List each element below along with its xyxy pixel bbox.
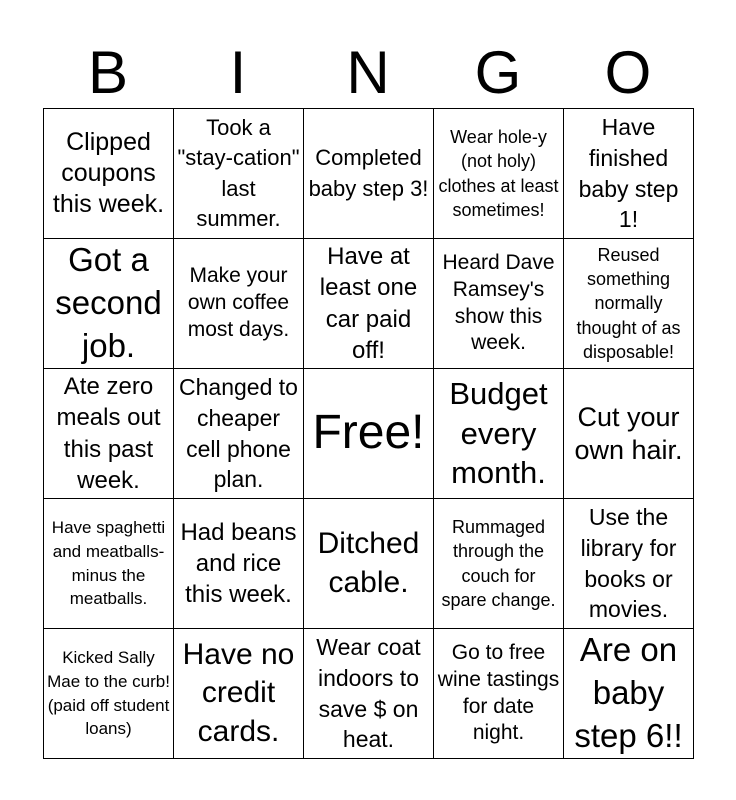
- bingo-cell[interactable]: [303, 628, 433, 758]
- bingo-cell[interactable]: [173, 628, 303, 758]
- bingo-cell[interactable]: [173, 498, 303, 628]
- free-space-text: Free!: [312, 406, 425, 460]
- cell-text: Wear hole-y (not holy) clothes at least sometimes!: [438, 126, 559, 220]
- bingo-cell[interactable]: [43, 108, 173, 238]
- cell-text: Kicked Sally Mae to the curb! (paid off student loans): [47, 647, 170, 739]
- cell-text: Clipped coupons this week.: [52, 127, 165, 219]
- bingo-header: [43, 38, 693, 108]
- cell-text: Changed to cheaper cell phone plan.: [179, 374, 298, 493]
- bingo-cell[interactable]: [433, 238, 563, 368]
- bingo-cell[interactable]: [433, 628, 563, 758]
- cell-text: Had beans and rice this week.: [180, 518, 297, 609]
- cell-text: Are on baby step 6!!: [574, 631, 683, 754]
- bingo-cell[interactable]: [433, 108, 563, 238]
- bingo-cell[interactable]: [563, 108, 693, 238]
- header-letter-g: G: [474, 39, 522, 106]
- cell-text: Have spaghetti and meatballs- minus the meatballs.: [51, 517, 166, 609]
- cell-text: Budget every month.: [449, 375, 548, 491]
- bingo-cell[interactable]: [433, 368, 563, 498]
- free-space[interactable]: [303, 368, 433, 498]
- cell-text: Got a second job.: [55, 241, 162, 364]
- bingo-cell[interactable]: [563, 368, 693, 498]
- bingo-cell[interactable]: [303, 238, 433, 368]
- cell-text: Have at least one car paid off!: [319, 243, 418, 364]
- cell-text: Heard Dave Ramsey's show this week.: [442, 250, 555, 355]
- bingo-grid: [43, 108, 694, 759]
- cell-text: Make your own coffee most days.: [187, 264, 290, 341]
- bingo-cell[interactable]: [43, 498, 173, 628]
- bingo-cell[interactable]: [173, 368, 303, 498]
- bingo-cell[interactable]: [173, 238, 303, 368]
- bingo-cell[interactable]: [563, 238, 693, 368]
- cell-text: Go to free wine tastings for date night.: [437, 640, 560, 745]
- bingo-cell[interactable]: [563, 498, 693, 628]
- bingo-cell[interactable]: [303, 498, 433, 628]
- cell-text: Have finished baby step 1!: [578, 114, 679, 233]
- cell-text: Ate zero meals out this past week.: [56, 373, 161, 494]
- cell-text: Cut your own hair.: [574, 402, 683, 465]
- bingo-cell[interactable]: [43, 238, 173, 368]
- bingo-cell[interactable]: [303, 108, 433, 238]
- bingo-cell[interactable]: [43, 368, 173, 498]
- bingo-cell[interactable]: [563, 628, 693, 758]
- header-letter-b: B: [87, 39, 129, 106]
- cell-text: Ditched cable.: [317, 527, 420, 599]
- cell-text: Have no credit cards.: [182, 637, 295, 748]
- cell-text: Wear coat indoors to save $ on heat.: [316, 634, 421, 753]
- header-letter-o: O: [604, 39, 652, 106]
- bingo-cell[interactable]: [43, 628, 173, 758]
- cell-text: Took a "stay-cation" last summer.: [177, 114, 300, 231]
- bingo-cell[interactable]: [173, 108, 303, 238]
- bingo-cell[interactable]: [433, 498, 563, 628]
- cell-text: Reused something normally thought of as disposable!: [576, 244, 681, 362]
- header-letter-i: I: [229, 39, 247, 106]
- header-letter-n: N: [346, 39, 390, 106]
- cell-text: Rummaged through the couch for spare change.: [441, 516, 556, 610]
- cell-text: Use the library for books or movies.: [580, 504, 677, 623]
- cell-text: Completed baby step 3!: [308, 145, 429, 201]
